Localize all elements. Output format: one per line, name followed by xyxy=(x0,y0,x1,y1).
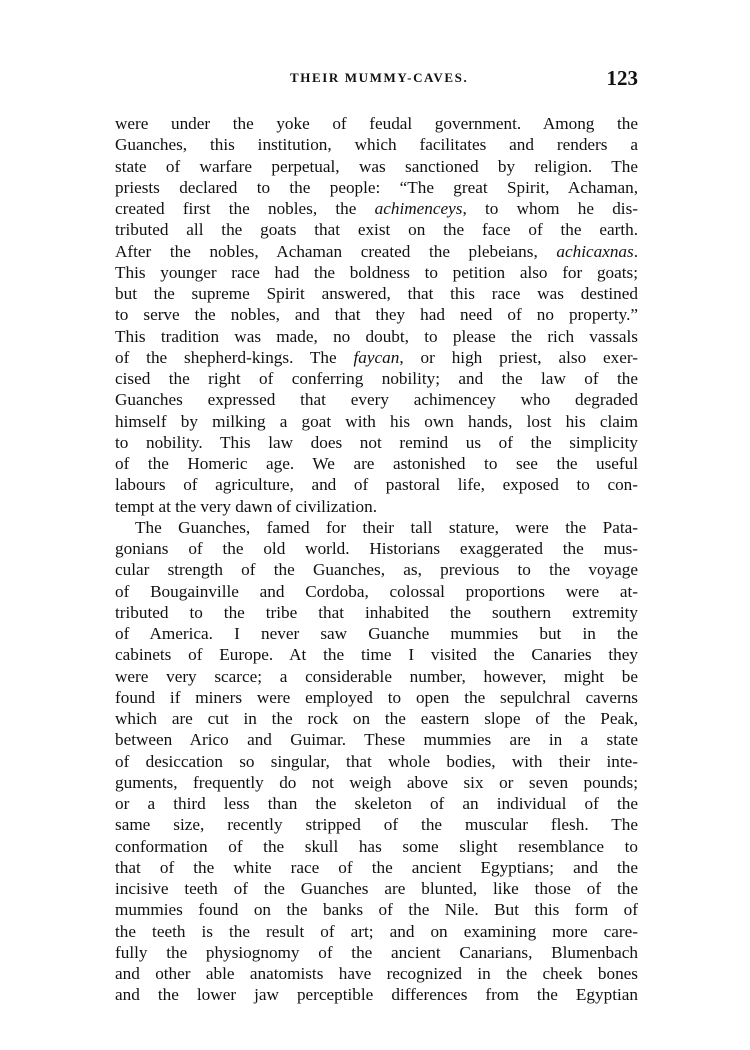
text-line: cular strength of the Guanches, as, previous to the voyage xyxy=(115,560,638,580)
text-line: of America. I never saw Guanche mummies but in the xyxy=(115,624,638,643)
running-head xyxy=(115,66,638,92)
text-line: himself by milking a goat with his own hands, lost his claim xyxy=(115,411,638,431)
running-title: THEIR MUMMY-CAVES. xyxy=(290,70,469,85)
text-line: Guanches, this institution, which facilitates and renders a xyxy=(115,135,638,155)
text-line: Guanches expressed that every achimencey who degraded xyxy=(115,390,638,410)
text-line: of desiccation so singular, that whole bodies, with their inte- xyxy=(115,751,638,771)
text-line: that of the white race of the ancient Egyptians; and the xyxy=(115,857,638,877)
text-line: the teeth is the result of art; and on examining more care- xyxy=(115,921,638,941)
text-line: same size, recently stripped of the muscular flesh. The xyxy=(115,815,638,835)
text-line: mummies found on the banks of the Nile. But this form of xyxy=(115,900,638,920)
text-line: of Bougainville and Cordoba, colossal proportions were at- xyxy=(115,581,638,601)
text-line: tributed to the tribe that inhabited the southern extremity xyxy=(115,602,638,622)
text-line: After the nobles, Achaman created the plebeians, achicaxnas. xyxy=(115,241,638,261)
italic-term: achicaxnas xyxy=(556,241,634,261)
text-line: guments, frequently do not weigh above six or seven pounds; xyxy=(115,772,638,792)
text-line: conformation of the skull has some slight resemblance to xyxy=(115,836,638,856)
text-line: This tradition was made, no doubt, to please the rich vassals xyxy=(115,326,638,346)
text-line: fully the physiognomy of the ancient Canarians, Blumenbach xyxy=(115,942,638,962)
text-line: and other able anatomists have recognized in the cheek bones xyxy=(115,964,638,983)
text-line: state of warfare perpetual, was sanctioned by religion. The xyxy=(115,156,638,176)
text-line: of the shepherd-kings. The faycan, or high priest, also exer- xyxy=(115,347,638,367)
text-line: or a third less than the skeleton of an individual of the xyxy=(115,794,638,813)
text-line: This younger race had the boldness to petition also for goats; xyxy=(115,262,638,282)
page-number: 123 xyxy=(606,66,638,90)
text-line: between Arico and Guimar. These mummies are in a state xyxy=(115,730,638,750)
text-line: cabinets of Europe. At the time I visited the Canaries they xyxy=(115,645,638,665)
text-line: gonians of the old world. Historians exaggerated the mus- xyxy=(115,539,638,558)
text-line: labours of agriculture, and of pastoral life, exposed to con- xyxy=(115,475,638,495)
text-line: were very scarce; a considerable number, however, might be xyxy=(115,666,638,686)
text-line: priests declared to the people: “The great Spirit, Achaman, xyxy=(115,177,638,197)
text-line: found if miners were employed to open the sepulchral caverns xyxy=(115,687,638,707)
text-line: and the lower jaw perceptible differences from the Egyptian xyxy=(115,985,638,1005)
text-line: of the Homeric age. We are astonished to see the useful xyxy=(115,454,638,473)
text-line: to nobility. This law does not remind us of the simplicity xyxy=(115,432,638,452)
text-line: to serve the nobles, and that they had need of no property.” xyxy=(115,305,638,325)
text-line: tempt at the very dawn of civilization. xyxy=(115,496,378,516)
text-line: The Guanches, famed for their tall stature, were the Pata- xyxy=(135,517,638,537)
text-line: cised the right of conferring nobility; and the law of the xyxy=(115,369,638,388)
text-line: incisive teeth of the Guanches are blunted, like those of the xyxy=(115,879,638,898)
italic-term: achimenceys xyxy=(374,199,463,218)
text-line: were under the yoke of feudal government. Among the xyxy=(115,114,638,133)
text-line: which are cut in the rock on the eastern slope of the Peak, xyxy=(115,709,638,728)
text-line: but the supreme Spirit answered, that this race was destined xyxy=(115,284,638,303)
text-line: created first the nobles, the achimenceys, to whom he dis- xyxy=(115,199,638,218)
body-text xyxy=(115,113,638,1006)
italic-term: faycan xyxy=(353,347,400,367)
text-line: tributed all the goats that exist on the face of the earth. xyxy=(115,220,638,240)
